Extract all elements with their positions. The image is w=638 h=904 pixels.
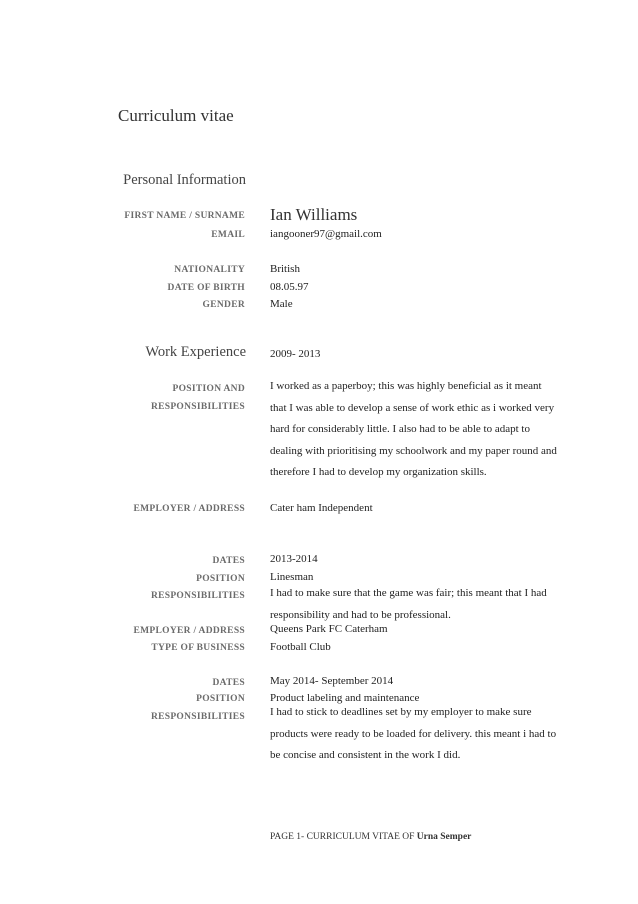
job2-responsibilities: I had to make sure that the game was fair; this meant that I had responsibility and had to be professional. — [270, 587, 547, 621]
nationality-label: NATIONALITY — [174, 265, 245, 275]
job2-responsibilities-label: RESPONSIBILITIES — [150, 591, 245, 601]
nationality-value: British — [270, 263, 300, 275]
date-of-birth-label: DATE OF BIRTH — [167, 283, 245, 293]
job3-responsibilities: I had to stick to deadlines set by my employer to make sure products were ready to be loaded for delivery. this meant i had to be concise and consistent in the work I did. — [270, 706, 557, 761]
job3-responsibilities-label: RESPONSIBILITIES — [150, 712, 245, 722]
first-job-description: I worked as a paperboy; this was highly beneficial as it meant that I was able to develop a sense of work ethic as i worked very hard for considerably little. I also had to be able to adapt to dealing with prioritising my schoolwork and my paper round and therefore I had to develop my organization skills. — [270, 380, 557, 478]
job3-dates: May 2014- September 2014 — [270, 675, 394, 687]
full-name: Ian Williams — [270, 205, 358, 224]
footer-prefix: PAGE 1- CURRICULUM VITAE OF — [270, 832, 417, 842]
first-employer: Cater ham Independent — [270, 502, 373, 514]
employer-label: EMPLOYER / ADDRESS — [133, 504, 245, 514]
document-title: Curriculum vitae — [118, 106, 234, 125]
work-experience-heading: Work Experience — [145, 344, 246, 360]
page-footer — [270, 832, 471, 842]
date-of-birth-value: 08.05.97 — [270, 281, 309, 293]
footer-owner: Urna Semper — [416, 832, 472, 842]
job2-employer: Queens Park FC Caterham — [270, 623, 388, 635]
job2-business-label: TYPE OF BUSINESS — [151, 643, 245, 653]
first-job-dates: 2009- 2013 — [270, 348, 321, 360]
email-label: EMAIL — [211, 230, 245, 240]
email-value: iangooner97@gmail.com — [270, 228, 382, 240]
position-label: POSITION AND — [172, 384, 245, 394]
job2-position: Linesman — [270, 571, 314, 583]
job3-position: Product labeling and maintenance — [270, 692, 420, 704]
job3-position-label: POSITION — [196, 694, 245, 704]
responsibilities-label: RESPONSIBILITIES — [150, 402, 245, 412]
job2-employer-label: EMPLOYER / ADDRESS — [133, 626, 245, 636]
gender-value: Male — [270, 298, 293, 310]
personal-information-heading: Personal Information — [123, 172, 246, 188]
name-label: FIRST NAME / SURNAME — [124, 211, 245, 221]
job3-dates-label: DATES — [212, 678, 245, 688]
job2-business: Football Club — [270, 641, 331, 653]
job2-dates-label: DATES — [212, 556, 245, 566]
gender-label: GENDER — [202, 300, 245, 310]
job2-position-label: POSITION — [196, 574, 245, 584]
job2-dates: 2013-2014 — [270, 553, 318, 565]
